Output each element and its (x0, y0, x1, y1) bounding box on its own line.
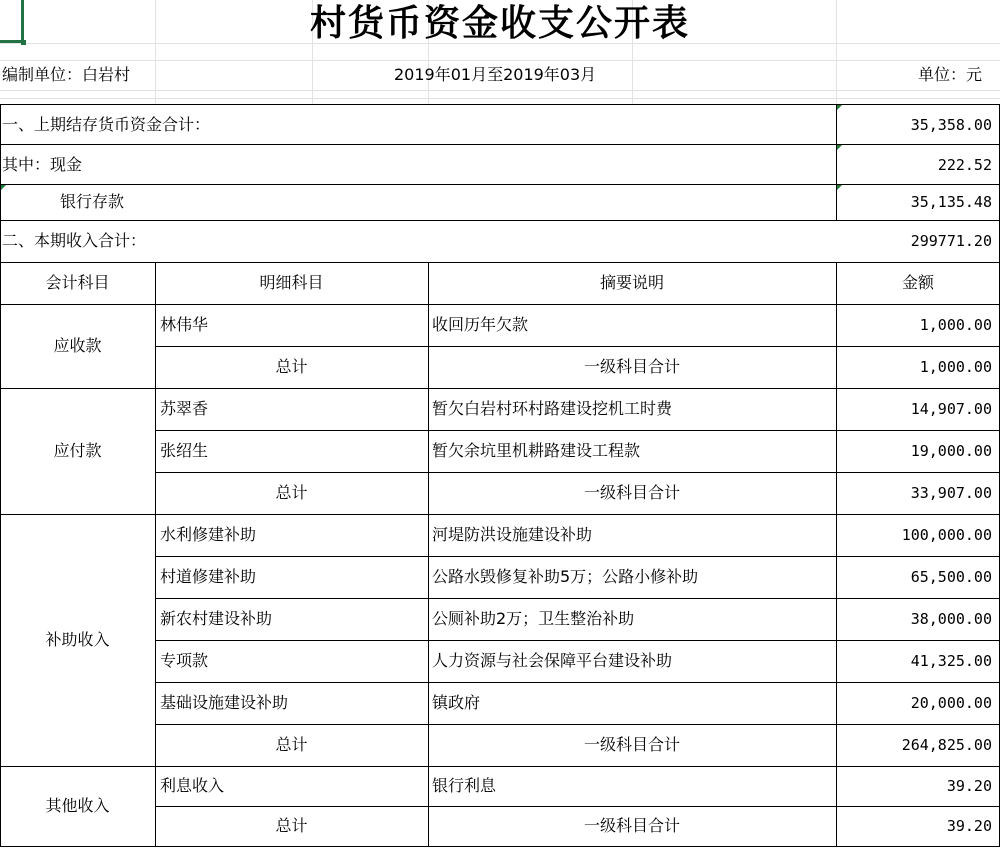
table-border (0, 104, 1000, 105)
desc-cell: 河堤防洪设施建设补助 (432, 525, 593, 544)
cash-label: 其中：现金 (2, 155, 83, 174)
detail-cell: 林伟华 (160, 315, 209, 334)
total-desc: 一级科目合计 (583, 735, 680, 754)
prev-balance-value: 35,358.00 (910, 116, 992, 134)
grid-line (0, 90, 1000, 91)
income-total-value: 299771.20 (910, 232, 992, 250)
grid-line (0, 98, 1000, 99)
table-border (0, 144, 1000, 145)
table-border (836, 104, 837, 220)
column-header: 金额 (901, 273, 934, 292)
table-border (0, 388, 1000, 389)
desc-cell: 公厕补助2万；卫生整治补助 (432, 609, 635, 628)
desc-cell: 银行利息 (432, 776, 497, 795)
detail-cell: 张绍生 (160, 441, 209, 460)
cell-marker (837, 145, 842, 150)
account-name: 应收款 (53, 336, 102, 355)
table-border (155, 472, 1000, 473)
table-border (0, 304, 1000, 305)
amount-cell: 38,000.00 (910, 610, 992, 628)
period-label: 2019年01月至2019年03月 (394, 65, 597, 84)
page-title: 村货币资金收支公开表 (309, 2, 690, 44)
org-unit-label: 编制单位：白岩村 (2, 65, 131, 84)
amount-cell: 100,000.00 (901, 526, 992, 544)
desc-cell: 暂欠余坑里机耕路建设工程款 (432, 441, 641, 460)
total-label: 总计 (275, 483, 308, 502)
total-label: 总计 (275, 735, 308, 754)
total-amount: 33,907.00 (910, 484, 992, 502)
cell-marker (837, 105, 842, 110)
cell-marker (837, 185, 842, 190)
table-border (0, 220, 1000, 221)
prev-balance-label: 一、上期结存货币资金合计： (2, 115, 211, 134)
column-header: 会计科目 (45, 273, 110, 292)
amount-cell: 41,325.00 (910, 652, 992, 670)
desc-cell: 人力资源与社会保障平台建设补助 (432, 651, 673, 670)
table-border (836, 262, 837, 847)
amount-cell: 19,000.00 (910, 442, 992, 460)
account-name: 其他收入 (45, 796, 110, 815)
detail-cell: 新农村建设补助 (160, 609, 273, 628)
table-border (0, 184, 1000, 185)
cash-value: 222.52 (937, 156, 992, 174)
total-label: 总计 (275, 357, 308, 376)
table-border (0, 104, 1, 847)
account-name: 应付款 (53, 441, 102, 460)
unit-label: 单位：元 (918, 65, 983, 84)
table-border (0, 262, 1000, 263)
table-border (155, 556, 1000, 557)
column-header: 摘要说明 (599, 273, 664, 292)
detail-cell: 苏翠香 (160, 399, 209, 418)
desc-cell: 镇政府 (432, 693, 481, 712)
column-header: 明细科目 (259, 273, 324, 292)
table-border (155, 430, 1000, 431)
cell-marker (1, 185, 6, 190)
table-border (155, 598, 1000, 599)
total-desc: 一级科目合计 (583, 357, 680, 376)
detail-cell: 水利修建补助 (160, 525, 257, 544)
detail-cell: 专项款 (160, 651, 209, 670)
account-name: 补助收入 (45, 630, 110, 649)
total-label: 总计 (275, 816, 308, 835)
detail-cell: 基础设施建设补助 (160, 693, 289, 712)
total-amount: 39.20 (946, 817, 992, 835)
table-border (155, 346, 1000, 347)
total-amount: 264,825.00 (901, 736, 992, 754)
total-desc: 一级科目合计 (583, 483, 680, 502)
bank-label: 银行存款 (60, 192, 125, 211)
total-desc: 一级科目合计 (583, 816, 680, 835)
amount-cell: 1,000.00 (919, 316, 992, 334)
amount-cell: 65,500.00 (910, 568, 992, 586)
desc-cell: 收回历年欠款 (432, 315, 529, 334)
total-amount: 1,000.00 (919, 358, 992, 376)
table-border (155, 682, 1000, 683)
desc-cell: 公路水毁修复补助5万；公路小修补助 (432, 567, 699, 586)
amount-cell: 14,907.00 (910, 400, 992, 418)
table-border (155, 262, 156, 847)
grid-line (0, 60, 1000, 61)
bank-value: 35,135.48 (910, 193, 992, 211)
table-border (155, 640, 1000, 641)
income-total-label: 二、本期收入合计： (2, 231, 147, 250)
detail-cell: 村道修建补助 (160, 567, 257, 586)
table-border (155, 806, 1000, 807)
table-border (0, 846, 1000, 847)
table-border (0, 766, 1000, 767)
table-border (155, 724, 1000, 725)
amount-cell: 39.20 (946, 777, 992, 795)
table-border (428, 262, 429, 847)
detail-cell: 利息收入 (160, 776, 225, 795)
desc-cell: 暂欠白岩村环村路建设挖机工时费 (432, 399, 673, 418)
table-border (0, 514, 1000, 515)
amount-cell: 20,000.00 (910, 694, 992, 712)
